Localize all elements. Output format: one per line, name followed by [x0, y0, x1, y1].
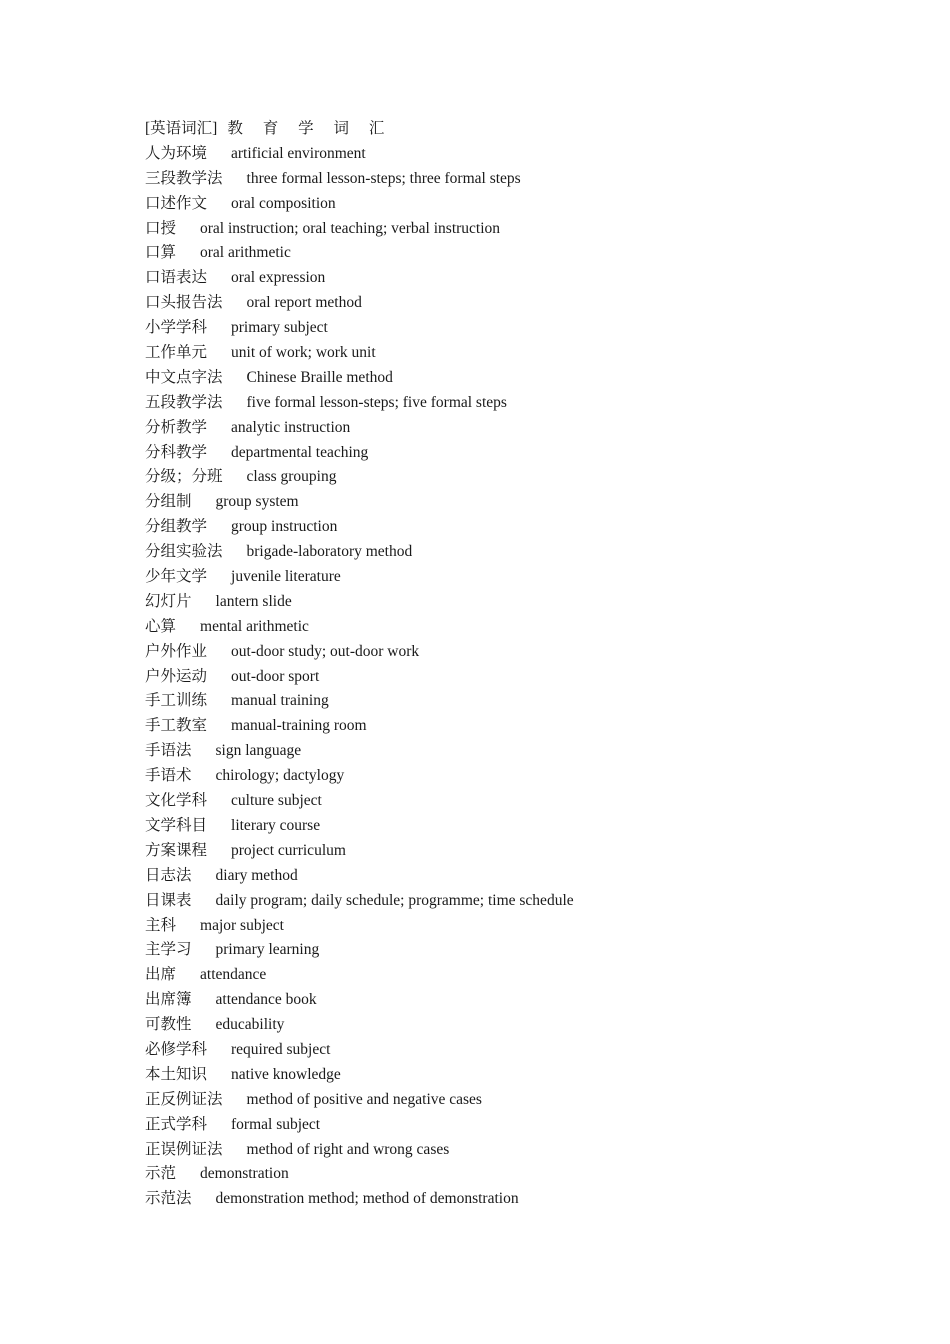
english-translation: culture subject [231, 792, 322, 810]
glossary-entry [145, 142, 925, 167]
glossary-entry [145, 565, 925, 590]
chinese-term: 可教性 [145, 1016, 192, 1034]
chinese-term: 方案课程 [145, 841, 208, 859]
english-translation: literary course [231, 816, 321, 834]
chinese-term: 手语法 [145, 742, 192, 760]
glossary-entry [145, 540, 925, 565]
chinese-term: 中文点字法 [145, 368, 223, 386]
chinese-term: 口算 [145, 244, 177, 262]
english-translation: five formal lesson-steps; five formal steps [246, 393, 507, 411]
glossary-entry [145, 789, 925, 814]
glossary-entry [145, 291, 925, 316]
chinese-term: 文化学科 [145, 792, 208, 810]
chinese-term: 手工训练 [145, 692, 208, 710]
chinese-term: 出席 [145, 966, 177, 984]
chinese-term: 主科 [145, 916, 177, 934]
chinese-term: 分析教学 [145, 418, 208, 436]
glossary-entry [145, 1013, 925, 1038]
english-translation: oral expression [231, 269, 326, 287]
glossary-entry [145, 714, 925, 739]
english-translation: juvenile literature [231, 568, 341, 586]
english-translation: out-door study; out-door work [231, 642, 420, 660]
chinese-term: 人为环境 [145, 144, 208, 162]
glossary-entry [145, 1088, 925, 1113]
english-translation: manual-training room [231, 717, 367, 735]
chinese-term: 五段教学法 [145, 393, 223, 411]
glossary-entry [145, 739, 925, 764]
english-translation: class grouping [246, 468, 337, 486]
english-translation: departmental teaching [231, 443, 369, 461]
glossary-entry [145, 465, 925, 490]
english-translation: method of right and wrong cases [246, 1140, 450, 1158]
glossary-entry [145, 814, 925, 839]
english-translation: manual training [231, 692, 329, 710]
glossary-entry [145, 938, 925, 963]
chinese-term: 少年文学 [145, 568, 208, 586]
glossary-entry [145, 988, 925, 1013]
chinese-term: 示范 [145, 1165, 177, 1183]
english-translation: project curriculum [231, 841, 346, 859]
chinese-term: 户外运动 [145, 667, 208, 685]
glossary-entry [145, 1063, 925, 1088]
english-translation: native knowledge [231, 1065, 341, 1083]
english-translation: required subject [231, 1040, 331, 1058]
english-translation: demonstration method; method of demonstration [215, 1190, 519, 1208]
english-translation: artificial environment [231, 144, 366, 162]
glossary-entry [145, 1187, 925, 1212]
english-translation: attendance book [215, 991, 317, 1009]
title-tag: [英语词汇] [145, 120, 218, 137]
glossary-entry [145, 640, 925, 665]
english-translation: group system [215, 493, 299, 511]
glossary-entry [145, 266, 925, 291]
glossary-entry [145, 1138, 925, 1163]
english-translation: three formal lesson-steps; three formal steps [246, 169, 521, 187]
english-translation: oral composition [231, 194, 336, 212]
glossary-entry [145, 864, 925, 889]
chinese-term: 分组实验法 [145, 543, 223, 561]
chinese-term: 文学科目 [145, 816, 208, 834]
english-translation: major subject [200, 916, 284, 934]
chinese-term: 分组制 [145, 493, 192, 511]
glossary-entry [145, 217, 925, 242]
glossary-entry [145, 441, 925, 466]
english-translation: method of positive and negative cases [246, 1090, 482, 1108]
chinese-term: 口述作文 [145, 194, 208, 212]
glossary-entry [145, 889, 925, 914]
glossary-entry [145, 241, 925, 266]
glossary-entry [145, 416, 925, 441]
english-translation: educability [215, 1016, 285, 1034]
english-translation: primary subject [231, 319, 328, 337]
glossary-entry [145, 341, 925, 366]
english-translation: analytic instruction [231, 418, 351, 436]
chinese-term: 幻灯片 [145, 592, 192, 610]
chinese-term: 必修学科 [145, 1040, 208, 1058]
english-translation: out-door sport [231, 667, 320, 685]
chinese-term: 心算 [145, 617, 177, 635]
glossary-entry [145, 914, 925, 939]
english-translation: group instruction [231, 518, 338, 536]
title-heading: 教 育 学 词 汇 [227, 120, 393, 137]
glossary-entry [145, 590, 925, 615]
document-title [145, 117, 925, 142]
glossary-entry [145, 515, 925, 540]
english-translation: oral arithmetic [200, 244, 291, 262]
chinese-term: 口头报告法 [145, 294, 223, 312]
chinese-term: 工作单元 [145, 344, 208, 362]
glossary-entry [145, 839, 925, 864]
chinese-term: 正式学科 [145, 1115, 208, 1133]
glossary-entry [145, 689, 925, 714]
glossary-entry [145, 391, 925, 416]
chinese-term: 正误例证法 [145, 1140, 223, 1158]
chinese-term: 示范法 [145, 1190, 192, 1208]
chinese-term: 正反例证法 [145, 1090, 223, 1108]
english-translation: Chinese Braille method [246, 368, 393, 386]
english-translation: brigade-laboratory method [246, 543, 413, 561]
chinese-term: 日志法 [145, 866, 192, 884]
english-translation: lantern slide [215, 592, 292, 610]
english-translation: chirology; dactylogy [215, 767, 345, 785]
chinese-term: 口语表达 [145, 269, 208, 287]
glossary-entry [145, 1038, 925, 1063]
english-translation: demonstration [200, 1165, 289, 1183]
english-translation: attendance [200, 966, 267, 984]
english-translation: sign language [215, 742, 302, 760]
glossary-entry [145, 764, 925, 789]
chinese-term: 出席簿 [145, 991, 192, 1009]
glossary-entry [145, 1113, 925, 1138]
chinese-term: 分科教学 [145, 443, 208, 461]
english-translation: diary method [215, 866, 298, 884]
english-translation: mental arithmetic [200, 617, 309, 635]
chinese-term: 本土知识 [145, 1065, 208, 1083]
glossary-entry [145, 167, 925, 192]
glossary-list [145, 142, 925, 1212]
glossary-entry [145, 665, 925, 690]
glossary-entry [145, 1162, 925, 1187]
chinese-term: 三段教学法 [145, 169, 223, 187]
glossary-entry [145, 192, 925, 217]
english-translation: daily program; daily schedule; programme; time schedule [215, 891, 574, 909]
document-page [145, 117, 925, 1212]
glossary-entry [145, 490, 925, 515]
english-translation: primary learning [215, 941, 320, 959]
chinese-term: 小学学科 [145, 319, 208, 337]
chinese-term: 户外作业 [145, 642, 208, 660]
glossary-entry [145, 316, 925, 341]
english-translation: formal subject [231, 1115, 321, 1133]
chinese-term: 手语术 [145, 767, 192, 785]
chinese-term: 手工教室 [145, 717, 208, 735]
chinese-term: 分级；分班 [145, 468, 223, 486]
chinese-term: 主学习 [145, 941, 192, 959]
english-translation: unit of work; work unit [231, 344, 376, 362]
glossary-entry [145, 615, 925, 640]
chinese-term: 日课表 [145, 891, 192, 909]
chinese-term: 口授 [145, 219, 177, 237]
glossary-entry [145, 963, 925, 988]
english-translation: oral instruction; oral teaching; verbal instruction [200, 219, 501, 237]
glossary-entry [145, 366, 925, 391]
english-translation: oral report method [246, 294, 362, 312]
chinese-term: 分组教学 [145, 518, 208, 536]
